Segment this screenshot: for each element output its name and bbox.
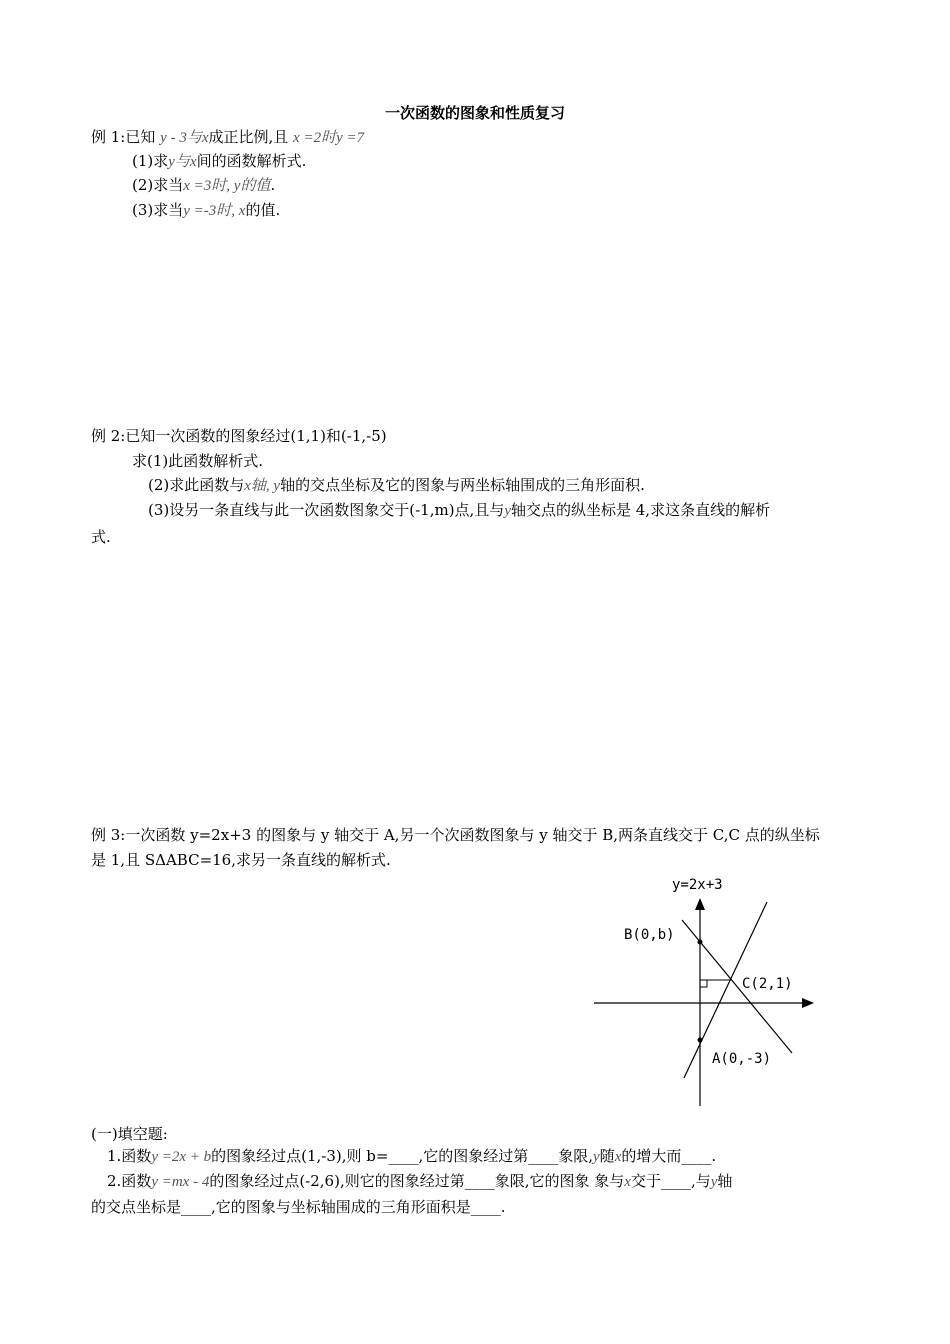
fill-in-problem-2-line-2: 的交点坐标是____,它的图象与坐标轴围成的三角形面积是____. <box>91 1198 506 1216</box>
example-1-question-1 <box>132 151 306 172</box>
example-2-question-2 <box>148 475 645 496</box>
example-3-label: 例 3: <box>91 826 126 844</box>
p2-math-2: x <box>624 1174 631 1190</box>
equation-label: y=2x+3 <box>672 877 723 893</box>
example-3-line-2: 是 1,且 SΔABC=16,求另一条直线的解析式. <box>91 851 391 869</box>
p2-math: y =mx - 4 <box>151 1174 210 1190</box>
point-a-label: A(0,-3) <box>712 1051 772 1067</box>
example-2-label: 例 2: <box>91 427 126 445</box>
ex2-q2-math: x轴, y <box>244 478 281 494</box>
point-a <box>698 1038 703 1043</box>
fill-in-problem-1 <box>107 1146 716 1167</box>
example-1-math-1: y - 3与x <box>160 130 209 146</box>
q3-prefix: (3)求当 <box>132 201 184 219</box>
q2-prefix: (2)求当 <box>132 176 184 194</box>
y-axis-arrow <box>695 898 705 910</box>
example-1-question-3 <box>132 200 280 221</box>
point-b <box>698 940 703 945</box>
ex2-q3-math: y <box>504 503 511 519</box>
example-1-label: 例 1: <box>91 128 126 146</box>
x-axis-arrow <box>802 998 814 1008</box>
q1-suffix: 间的函数解析式. <box>196 152 307 170</box>
example-1-mid: 成正比例,且 <box>208 128 289 146</box>
p1-suffix: 的增大而____. <box>621 1147 717 1165</box>
example-3-line-1: 一次函数 y=2x+3 的图象与 y 轴交于 A,另一个次函数图象与 y 轴交于 B,两条直线交于 C,C 点的纵坐标 <box>125 826 820 844</box>
ex2-q2-prefix: (2)求此函数与 <box>148 476 245 494</box>
ex2-q3-suffix: 轴交点的纵坐标是 4,求这条直线的解析 <box>511 501 771 519</box>
p1-mid-2: 随 <box>599 1147 615 1165</box>
example-1-math-2: x =2时y =7 <box>293 130 365 146</box>
right-angle-mark <box>700 980 707 987</box>
p2-math-3: y <box>710 1174 718 1190</box>
ex2-q2-suffix: 轴的交点坐标及它的图象与两坐标轴围成的三角形面积. <box>280 476 645 494</box>
example-1-question-2 <box>132 175 275 196</box>
function-graph <box>580 870 830 1115</box>
example-2-question-3 <box>148 500 770 521</box>
p2-mid: 的图象经过点(-2,6),则它的图象经过第____象限,它的图象 象与 <box>209 1172 625 1190</box>
page-title: 一次函数的图象和性质复习 <box>384 104 565 122</box>
p1-math-3: x <box>614 1149 622 1165</box>
fill-in-problem-2 <box>107 1171 732 1192</box>
example-3-statement <box>91 825 820 845</box>
p1-mid: 的图象经过点(1,-3),则 b=____,它的图象经过第____象限, <box>211 1147 593 1165</box>
p2-mid-2: 交于____,与 <box>630 1172 711 1190</box>
example-1-prefix: 已知 <box>125 128 156 146</box>
fill-in-heading: (一)填空题: <box>91 1125 168 1143</box>
q3-math: y =-3时, x <box>183 203 246 219</box>
p1-math-2: y <box>593 1149 600 1165</box>
q1-math: y与x <box>168 154 197 170</box>
point-b-label: B(0,b) <box>624 927 675 943</box>
q2-suffix: . <box>270 176 276 194</box>
q3-suffix: 的值. <box>245 201 281 219</box>
q1-prefix: (1)求 <box>132 152 169 170</box>
p1-math: y =2x + b <box>151 1149 212 1165</box>
example-2-question-3-continued: 式. <box>91 528 111 546</box>
p1-prefix: 1.函数 <box>107 1147 152 1165</box>
example-2-statement <box>91 426 387 446</box>
p2-suffix: 轴 <box>717 1172 733 1190</box>
ex2-q3-prefix: (3)设另一条直线与此一次函数图象交于(-1,m)点,且与 <box>148 501 505 519</box>
example-2-question-1: 求(1)此函数解析式. <box>132 452 264 470</box>
p2-prefix: 2.函数 <box>107 1172 152 1190</box>
q2-math: x =3时, y的值 <box>183 178 271 194</box>
example-1-statement <box>91 127 364 148</box>
point-c-label: C(2,1) <box>742 976 793 992</box>
example-2-line-1: 已知一次函数的图象经过(1,1)和(-1,-5) <box>125 427 387 445</box>
